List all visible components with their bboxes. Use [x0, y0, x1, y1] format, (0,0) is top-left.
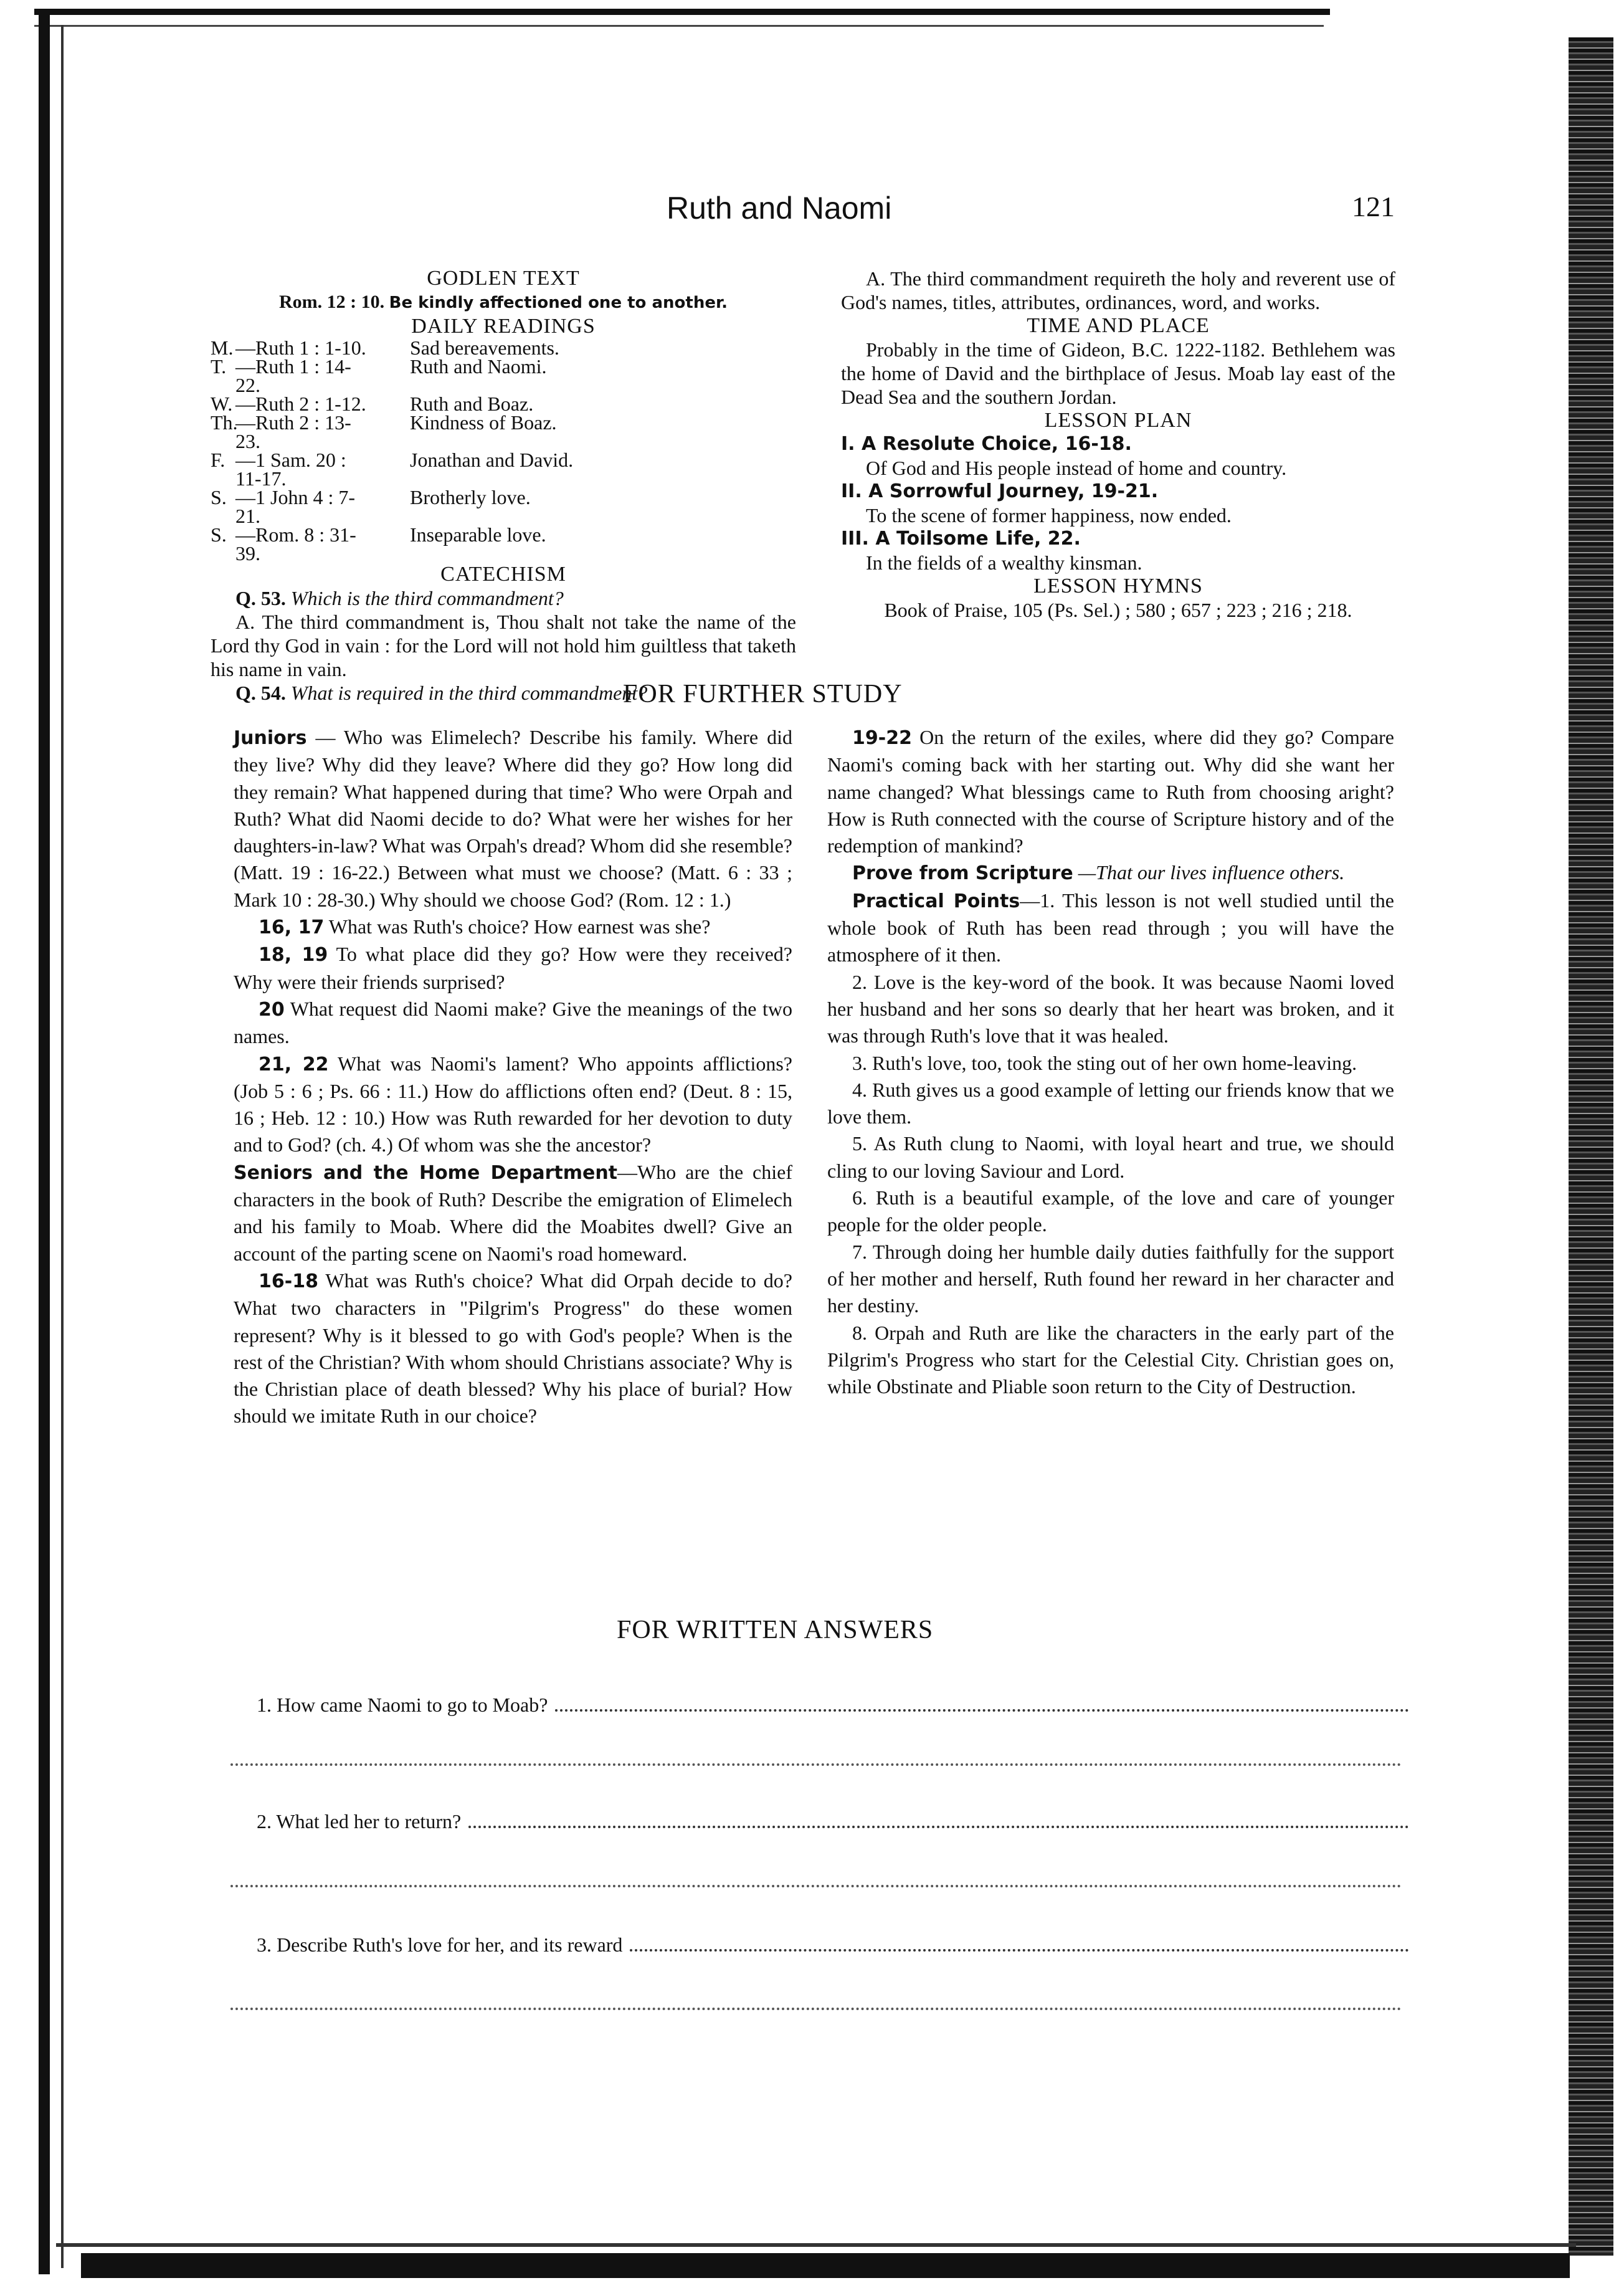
- lesson-plan-item-desc: To the scene of former happiness, now ended.: [866, 504, 1232, 527]
- daily-readings-list: [211, 338, 796, 563]
- practical-point: 2. Love is the key-word of the book. It was because Naomi loved her husband and her sons so dearly that her heart was broken, and it was through Ruth's love that it was healed.: [827, 970, 1394, 1047]
- further-study-right: [827, 724, 1394, 1400]
- written-question-3[interactable]: [257, 1933, 1409, 1957]
- time-place-heading: TIME AND PLACE: [1027, 314, 1210, 337]
- practical-text: —1. This lesson is not well studied until the whole book of Ruth has been read through ; you will have the atmosphere of it then.: [827, 889, 1395, 966]
- study-text: What was Ruth's choice? What did Orpah decide to do? What two characters in "Pilgrim's Progress" do these women represent? Why is it blessed to go with God's people? When is the rest of the Christian? With whom should Christians associate? Why is the Christian place of death blessed? Why his place of burial? How should we imitate Ruth in our choice?: [234, 1269, 792, 1428]
- scan-binding-edge: [1569, 37, 1613, 2256]
- reading-ref: —Ruth 2 : 1-12.: [235, 393, 366, 415]
- study-paragraph: [234, 913, 792, 941]
- daily-readings-heading: DAILY READINGS: [411, 315, 596, 338]
- page-number: 121: [1352, 191, 1395, 222]
- reading-title: Brotherly love.: [410, 486, 531, 508]
- scan-border-bottom-line: [56, 2243, 1576, 2247]
- golden-text-heading: GODLEN TEXT: [427, 267, 580, 290]
- question-text: 3. Describe Ruth's love for her, and its reward: [257, 1933, 623, 1956]
- answer-line[interactable]: [468, 1826, 1409, 1828]
- juniors-label: Juniors: [234, 727, 307, 749]
- question-number: Q. 53.: [235, 587, 286, 609]
- answer-line[interactable]: [230, 1885, 1402, 1887]
- further-study-heading: FOR FURTHER STUDY: [623, 680, 903, 708]
- reading-row: [211, 357, 796, 394]
- reading-row: [211, 413, 796, 450]
- prove-text: —That our lives influence others.: [1073, 861, 1345, 884]
- reading-day: M.: [211, 336, 234, 359]
- reading-title: Kindness of Boaz.: [410, 411, 557, 434]
- answer-line[interactable]: [630, 1949, 1409, 1952]
- reading-day: S.: [211, 523, 227, 546]
- lesson-plan-item-title: I. A Resolute Choice, 16-18.: [841, 433, 1132, 455]
- verse-number: 16-18: [259, 1270, 318, 1292]
- reading-row: [211, 338, 796, 357]
- practical-paragraph: [827, 887, 1394, 969]
- seniors-text: —Who are the chief characters in the book of Ruth? Describe the emigration of Elimelech and his family to Moab. Where did the Moabites dwell? Give an account of the parting scene on Naomi's road homeward.: [234, 1160, 792, 1265]
- study-text: What was Ruth's choice? How earnest was she?: [324, 915, 711, 938]
- lesson-plan-item-title: III. A Toilsome Life, 22.: [841, 528, 1081, 550]
- reading-day: S.: [211, 486, 227, 508]
- time-place-text: Probably in the time of Gideon, B.C. 1222-1182. Bethlehem was the home of David and the birthplace of Jesus. Moab lay east of the Dead Sea and the southern Jordan.: [841, 338, 1395, 408]
- practical-point: 5. As Ruth clung to Naomi, with loyal heart and true, we should cling to our loving Saviour and Lord.: [827, 1132, 1394, 1182]
- running-title: Ruth and Naomi: [667, 191, 892, 226]
- practical-point: 4. Ruth gives us a good example of letting our friends know that we love them.: [827, 1078, 1394, 1128]
- study-paragraph: [827, 724, 1394, 859]
- study-text: What request did Naomi make? Give the meanings of the two names.: [234, 997, 792, 1048]
- practical-point: 6. Ruth is a beautiful example, of the love and care of younger people for the older people.: [827, 1186, 1394, 1236]
- practical-label: Practical Points: [852, 890, 1020, 912]
- reading-day: F.: [211, 449, 226, 471]
- scan-border-left: [39, 12, 50, 2274]
- reading-day: W.: [211, 393, 233, 415]
- answer-line[interactable]: [230, 1763, 1402, 1766]
- written-question-2[interactable]: [257, 1810, 1409, 1833]
- verse-number: 19-22: [852, 727, 912, 749]
- question-text: Which is the third commandment?: [290, 587, 564, 609]
- question-text: 1. How came Naomi to go to Moab?: [257, 1694, 548, 1716]
- lesson-plan-item-desc: In the fields of a wealthy kinsman.: [866, 551, 1142, 574]
- reading-ref: —Ruth 2 : 13-23.: [235, 411, 351, 452]
- prove-label: Prove from Scripture: [852, 862, 1073, 885]
- lesson-plan-heading: LESSON PLAN: [1044, 409, 1192, 432]
- reading-day: T.: [211, 355, 227, 378]
- study-text: To what place did they go? How were they received? Why were their friends surprised?: [234, 943, 792, 993]
- catechism-heading: CATECHISM: [440, 563, 566, 586]
- written-answers-heading: FOR WRITTEN ANSWERS: [617, 1616, 934, 1644]
- reading-ref: —Rom. 8 : 31-39.: [235, 523, 356, 565]
- reading-ref: —Ruth 1 : 14-22.: [235, 355, 351, 396]
- practical-point: 8. Orpah and Ruth are like the characters in the early part of the Pilgrim's Progress who start for the Celestial City. Christian goes on, while Obstinate and Pliable soon return to the City of Destruction.: [827, 1321, 1394, 1398]
- lesson-plan-item-desc: Of God and His people instead of home and country.: [866, 457, 1287, 479]
- reading-row: [211, 525, 796, 563]
- study-paragraph: [234, 1267, 792, 1430]
- juniors-text: — Who was Elimelech? Describe his family. Where did they live? Why did they leave? Where did they go? How long did they remain? What happened during that time? Who were Orpah and Ruth? What did Naomi decide to do? What were her wishes for her daughters-in-law? What was Orpah's dread? Whom did she resemble? (Matt. 19 : 16-22.) Between what must we choose? (Matt. 6 : 33 ; Mark 10 : 28-30.) Why should we choose God? (Rom. 12 : 1.): [234, 726, 792, 911]
- golden-text-verse: Be kindly affectioned one to another.: [389, 293, 728, 312]
- golden-text-ref: Rom. 12 : 10.: [279, 292, 385, 312]
- question-number: Q. 54.: [235, 682, 286, 704]
- verse-number: 20: [259, 998, 285, 1021]
- reading-ref: —1 John 4 : 7-21.: [235, 486, 355, 527]
- lesson-hymns-heading: LESSON HYMNS: [1033, 574, 1203, 598]
- scan-border-top: [34, 9, 1330, 15]
- golden-text: [211, 290, 796, 315]
- practical-point: 3. Ruth's love, too, took the sting out of her own home-leaving.: [852, 1051, 1357, 1074]
- lesson-helps-right: [841, 267, 1395, 622]
- study-paragraph: [234, 996, 792, 1051]
- seniors-paragraph: [234, 1159, 792, 1267]
- question-text: What is required in the third commandment?: [290, 682, 648, 704]
- catechism-answer-54: A. The third commandment requireth the holy and reverent use of God's names, titles, attributes, ordinances, word, and works.: [841, 267, 1395, 313]
- reading-row: [211, 394, 796, 413]
- reading-row: [211, 450, 796, 488]
- lesson-hymns-text: Book of Praise, 105 (Ps. Sel.) ; 580 ; 657 ; 223 ; 216 ; 218.: [884, 599, 1352, 621]
- scan-border-top-line: [34, 25, 1324, 27]
- verse-number: 16, 17: [259, 917, 325, 939]
- reading-day: Th.: [211, 411, 238, 434]
- verse-number: 21, 22: [259, 1053, 329, 1075]
- study-paragraph: [234, 1051, 792, 1159]
- catechism-answer-53: A. The third commandment is, Thou shalt not take the name of the Lord thy God in vain : for the Lord will not hold him guiltless that taketh his name in vain.: [211, 611, 796, 680]
- reading-ref: —Ruth 1 : 1-10.: [235, 336, 366, 359]
- answer-line[interactable]: [230, 2008, 1402, 2010]
- scan-border-left-line: [61, 25, 64, 2268]
- reading-row: [211, 488, 796, 525]
- further-study-left: [234, 724, 792, 1430]
- reading-title: Inseparable love.: [410, 523, 546, 546]
- reading-title: Ruth and Boaz.: [410, 393, 534, 415]
- juniors-paragraph: [234, 724, 792, 913]
- lesson-plan-item-title: II. A Sorrowful Journey, 19-21.: [841, 480, 1159, 502]
- question-text: 2. What led her to return?: [257, 1810, 462, 1833]
- catechism-question-53: [211, 586, 796, 610]
- study-paragraph: [234, 941, 792, 996]
- seniors-label: Seniors and the Home Department: [234, 1161, 618, 1184]
- study-text: On the return of the exiles, where did they go? Compare Naomi's coming back with her starting out. Why did she want her name changed? What blessings came to Ruth from choosing aright? How is Ruth connected with the course of Scripture history and of the redemption of mankind?: [827, 726, 1394, 857]
- study-text: What was Naomi's lament? Who appoints afflictions? (Job 5 : 6 ; Ps. 66 : 11.) How do afflictions often end? (Deut. 8 : 15, 16 ; Heb. 12 : 10.) How was Ruth rewarded for her devotion to duty and to God? (ch. 4.) Of whom was she the ancestor?: [234, 1052, 792, 1156]
- reading-title: Jonathan and David.: [410, 449, 574, 471]
- verse-number: 18, 19: [259, 944, 328, 966]
- lesson-helps-left: [211, 267, 796, 705]
- reading-title: Sad bereavements.: [410, 336, 559, 359]
- practical-point: 7. Through doing her humble daily duties faithfully for the support of her mother and herself, Ruth found her reward in her character and her destiny.: [827, 1240, 1394, 1317]
- answer-line[interactable]: [555, 1709, 1409, 1712]
- prove-paragraph: [827, 859, 1394, 887]
- reading-ref: —1 Sam. 20 : 11-17.: [235, 449, 346, 490]
- written-question-1[interactable]: [257, 1694, 1409, 1717]
- scan-border-bottom: [81, 2253, 1570, 2278]
- reading-title: Ruth and Naomi.: [410, 355, 547, 378]
